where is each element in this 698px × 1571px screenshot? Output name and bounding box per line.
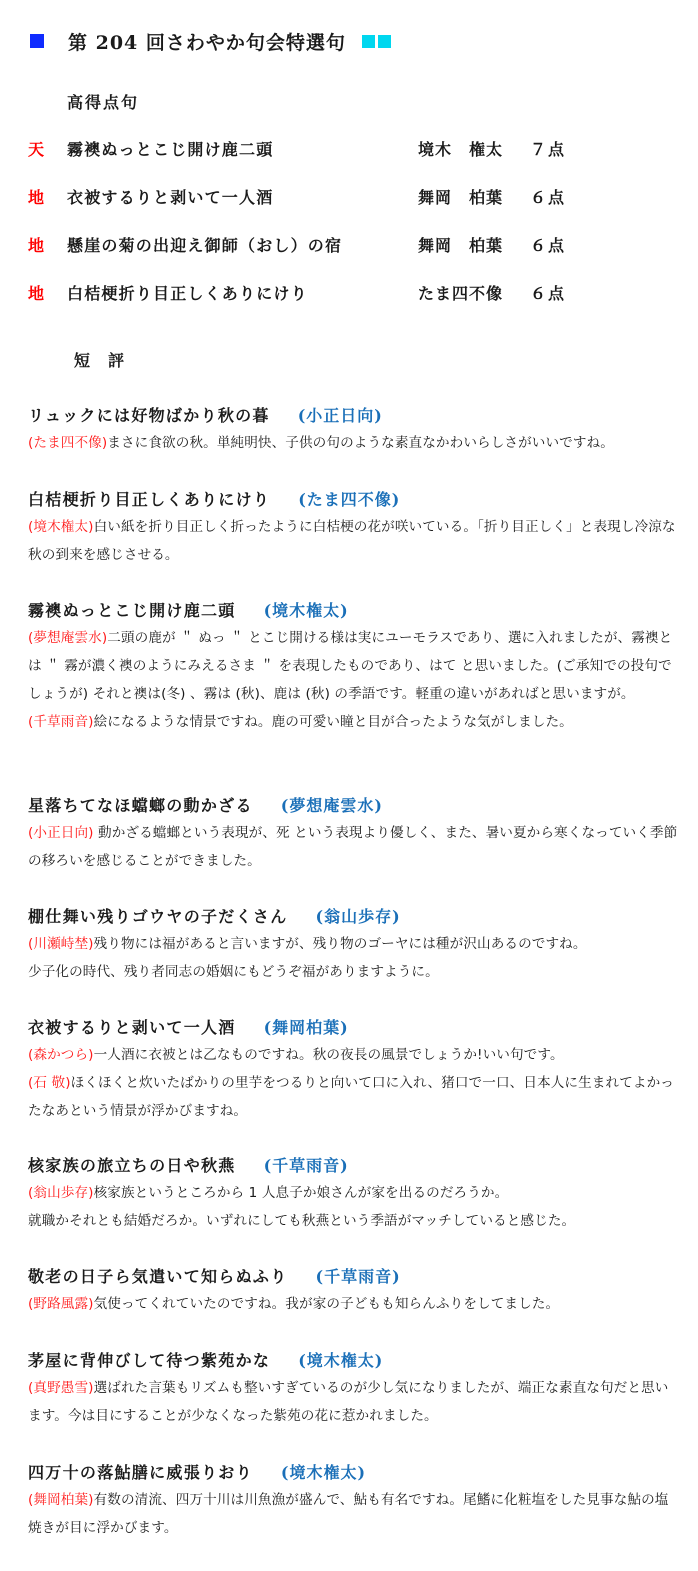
rank-mark: 地 <box>28 188 45 207</box>
ranking-row <box>28 185 588 209</box>
review-haiku-line <box>28 1460 678 1486</box>
review-haiku: 星落ちてなほ蟷螂の動かざる <box>28 796 253 815</box>
review-comment <box>28 708 678 736</box>
comment-text: 選ばれた言葉もリズムも整いすぎているのが少し気になりましたが、端正な素直な句だと思います。今は目にすることが少なくなった紫苑の花に惹かれました。 <box>28 1380 669 1424</box>
ranking-row <box>28 281 588 305</box>
review-entry <box>28 793 678 875</box>
review-haiku-line <box>28 1264 678 1290</box>
blue-square-icon <box>30 34 44 48</box>
review-haiku-line <box>28 403 678 429</box>
comment-text: まさに食欲の秋。単純明快、子供の句のような素直なかわいらしさがいいですね。 <box>107 435 614 451</box>
review-entry <box>28 598 678 736</box>
review-haiku: 敬老の日子ら気遣いて知らぬふり <box>28 1267 288 1286</box>
comment-text: 二頭の鹿が ＂ ぬっ ＂ とこじ開ける様は実にユーモラスであり、選に入れましたが、霧襖とは ＂ 霧が濃く襖のようにみえるさま ＂ を表現したものであり、はて と思いました。(ご承知での投句でしょうが) それと襖は(冬) 、霧は (秋)、鹿は (秋) の季語です。軽重の違いがあればと思いますが。 <box>28 630 673 702</box>
rank-haiku: 懸崖の菊の出迎え御師（おし）の宿 <box>67 236 343 255</box>
review-comment <box>28 1374 678 1430</box>
commenter-name: (千草雨音) <box>28 714 94 730</box>
review-comment <box>28 1486 678 1542</box>
comment-text: 一人酒に衣被とは乙なものですね。秋の夜長の風景でしょうか!いい句です。 <box>93 1047 564 1063</box>
review-comment <box>28 1069 678 1125</box>
review-entry <box>28 904 678 986</box>
review-haiku-author: (境木権太) <box>263 601 349 620</box>
review-haiku-line <box>28 487 678 513</box>
review-entry <box>28 403 678 457</box>
review-haiku-author: (夢想庵雲水) <box>280 796 383 815</box>
review-haiku-line <box>28 1348 678 1374</box>
review-haiku-line <box>28 598 678 624</box>
review-haiku-line <box>28 1015 678 1041</box>
rank-author: 舞岡 柏葉 <box>418 236 504 255</box>
rank-mark: 天 <box>28 140 45 159</box>
review-comment <box>28 1179 678 1235</box>
review-haiku-author: (千草雨音) <box>263 1156 349 1175</box>
commenter-name: (たま四不像) <box>28 435 108 451</box>
review-haiku-line <box>28 904 678 930</box>
review-haiku-author: (舞岡柏葉) <box>263 1018 349 1037</box>
commenter-name: (森かつら) <box>28 1047 94 1063</box>
review-entry <box>28 1015 678 1125</box>
review-haiku: リュックには好物ばかり秋の暮 <box>28 406 270 425</box>
ranking-row <box>28 137 588 161</box>
review-haiku: 四万十の落鮎膳に威張りおり <box>28 1463 253 1482</box>
rank-points: ６点 <box>530 284 567 303</box>
review-comment <box>28 624 678 708</box>
commenter-name: (川瀬峙埜) <box>28 936 94 952</box>
review-entry <box>28 1153 678 1235</box>
review-entry <box>28 1460 678 1542</box>
review-haiku: 白桔梗折り目正しくありにけり <box>28 490 271 509</box>
commenter-name: (石 敬) <box>28 1075 71 1091</box>
rank-points: ７点 <box>530 140 567 159</box>
review-haiku: 霧襖ぬっとこじ開け鹿二頭 <box>28 601 236 620</box>
review-entry <box>28 487 678 569</box>
rank-points: ６点 <box>530 188 567 207</box>
review-comment <box>28 819 678 875</box>
review-haiku: 茅屋に背伸びして待つ紫苑かな <box>28 1351 271 1370</box>
review-haiku-line <box>28 793 678 819</box>
rank-author: 舞岡 柏葉 <box>418 188 504 207</box>
commenter-name: (夢想庵雲水) <box>28 630 108 646</box>
comment-text: 核家族というところから 1 人息子か娘さんが家を出るのだろうか。 就職かそれとも結婚だろか。いずれにしても秋燕という季語がマッチしていると感じた。 <box>28 1185 576 1229</box>
commenter-name: (舞岡柏葉) <box>28 1492 94 1508</box>
review-haiku-line <box>28 1153 678 1179</box>
review-haiku: 衣被するりと剥いて一人酒 <box>28 1018 236 1037</box>
comment-text: 白い紙を折り目正しく折ったように白桔梗の花が咲いている。「折り目正しく」と表現し冷涼な秋の到来を感じさせる。 <box>28 519 676 563</box>
rank-points: ６点 <box>530 236 567 255</box>
ranking-row <box>28 233 588 257</box>
review-haiku: 核家族の旅立ちの日や秋燕 <box>28 1156 236 1175</box>
review-haiku-author: (たま四不像) <box>298 490 401 509</box>
review-haiku-author: (境木権太) <box>298 1351 384 1370</box>
review-haiku: 棚仕舞い残りゴウヤの子だくさん <box>28 907 288 926</box>
rank-mark: 地 <box>28 284 45 303</box>
high-score-heading: 高得点句 <box>67 93 140 112</box>
review-comment <box>28 1290 678 1318</box>
cyan-square-icon <box>378 35 391 48</box>
comment-text: 有数の清流、四万十川は川魚漁が盛んで、鮎も有名ですね。尾鰭に化粧塩をした見事な鮎の塩焼きが目に浮かびます。 <box>28 1492 669 1536</box>
rank-mark: 地 <box>28 236 45 255</box>
rank-author: 境木 権太 <box>418 140 504 159</box>
review-haiku-author: (境木権太) <box>280 1463 367 1482</box>
review-comment <box>28 930 678 986</box>
title-row <box>30 26 394 56</box>
review-haiku-author: (千草雨音) <box>315 1267 401 1286</box>
rank-haiku: 霧襖ぬっとこじ開け鹿二頭 <box>67 140 274 159</box>
review-heading: 短評 <box>74 351 143 370</box>
commenter-name: (翁山歩存) <box>28 1185 94 1201</box>
commenter-name: (境木権太) <box>28 519 94 535</box>
commenter-name: (野路風露) <box>28 1296 94 1312</box>
page-title: 第 204 回さわやか句会特選句 <box>68 31 346 54</box>
rank-haiku: 衣被するりと剥いて一人酒 <box>67 188 274 207</box>
review-entry <box>28 1264 678 1318</box>
comment-text: 絵になるような情景ですね。鹿の可愛い瞳と目が合ったような気がしました。 <box>93 714 573 730</box>
review-comment <box>28 429 678 457</box>
commenter-name: (真野愚雪) <box>28 1380 94 1396</box>
commenter-name: (小正日向) <box>28 825 94 841</box>
comment-text: 動かざる蟷螂という表現が、死 という表現より優しく、また、暑い夏から寒くなっていく季節の移ろいを感じることができました。 <box>28 825 678 869</box>
rank-haiku: 白桔梗折り目正しくありにけり <box>67 284 308 303</box>
review-haiku-author: (小正日向) <box>297 406 383 425</box>
review-comment <box>28 513 678 569</box>
comment-text: 残り物には福があると言いますが、残り物のゴーヤには種が沢山あるのですね。 少子化の時代、残り者同志の婚姻にもどうぞ福がありますように。 <box>28 936 587 980</box>
review-haiku-author: (翁山歩存) <box>315 907 401 926</box>
cyan-square-icon <box>362 35 375 48</box>
rank-author: たま四不像 <box>418 284 504 303</box>
comment-text: ほくほくと炊いたばかりの里芋をつるりと向いて口に入れ、猪口で一口、日本人に生まれてよかったなあという情景が浮かびますね。 <box>28 1075 674 1119</box>
comment-text: 気使ってくれていたのですね。我が家の子どもも知らんふりをしてました。 <box>93 1296 560 1312</box>
review-entry <box>28 1348 678 1430</box>
review-comment <box>28 1041 678 1069</box>
